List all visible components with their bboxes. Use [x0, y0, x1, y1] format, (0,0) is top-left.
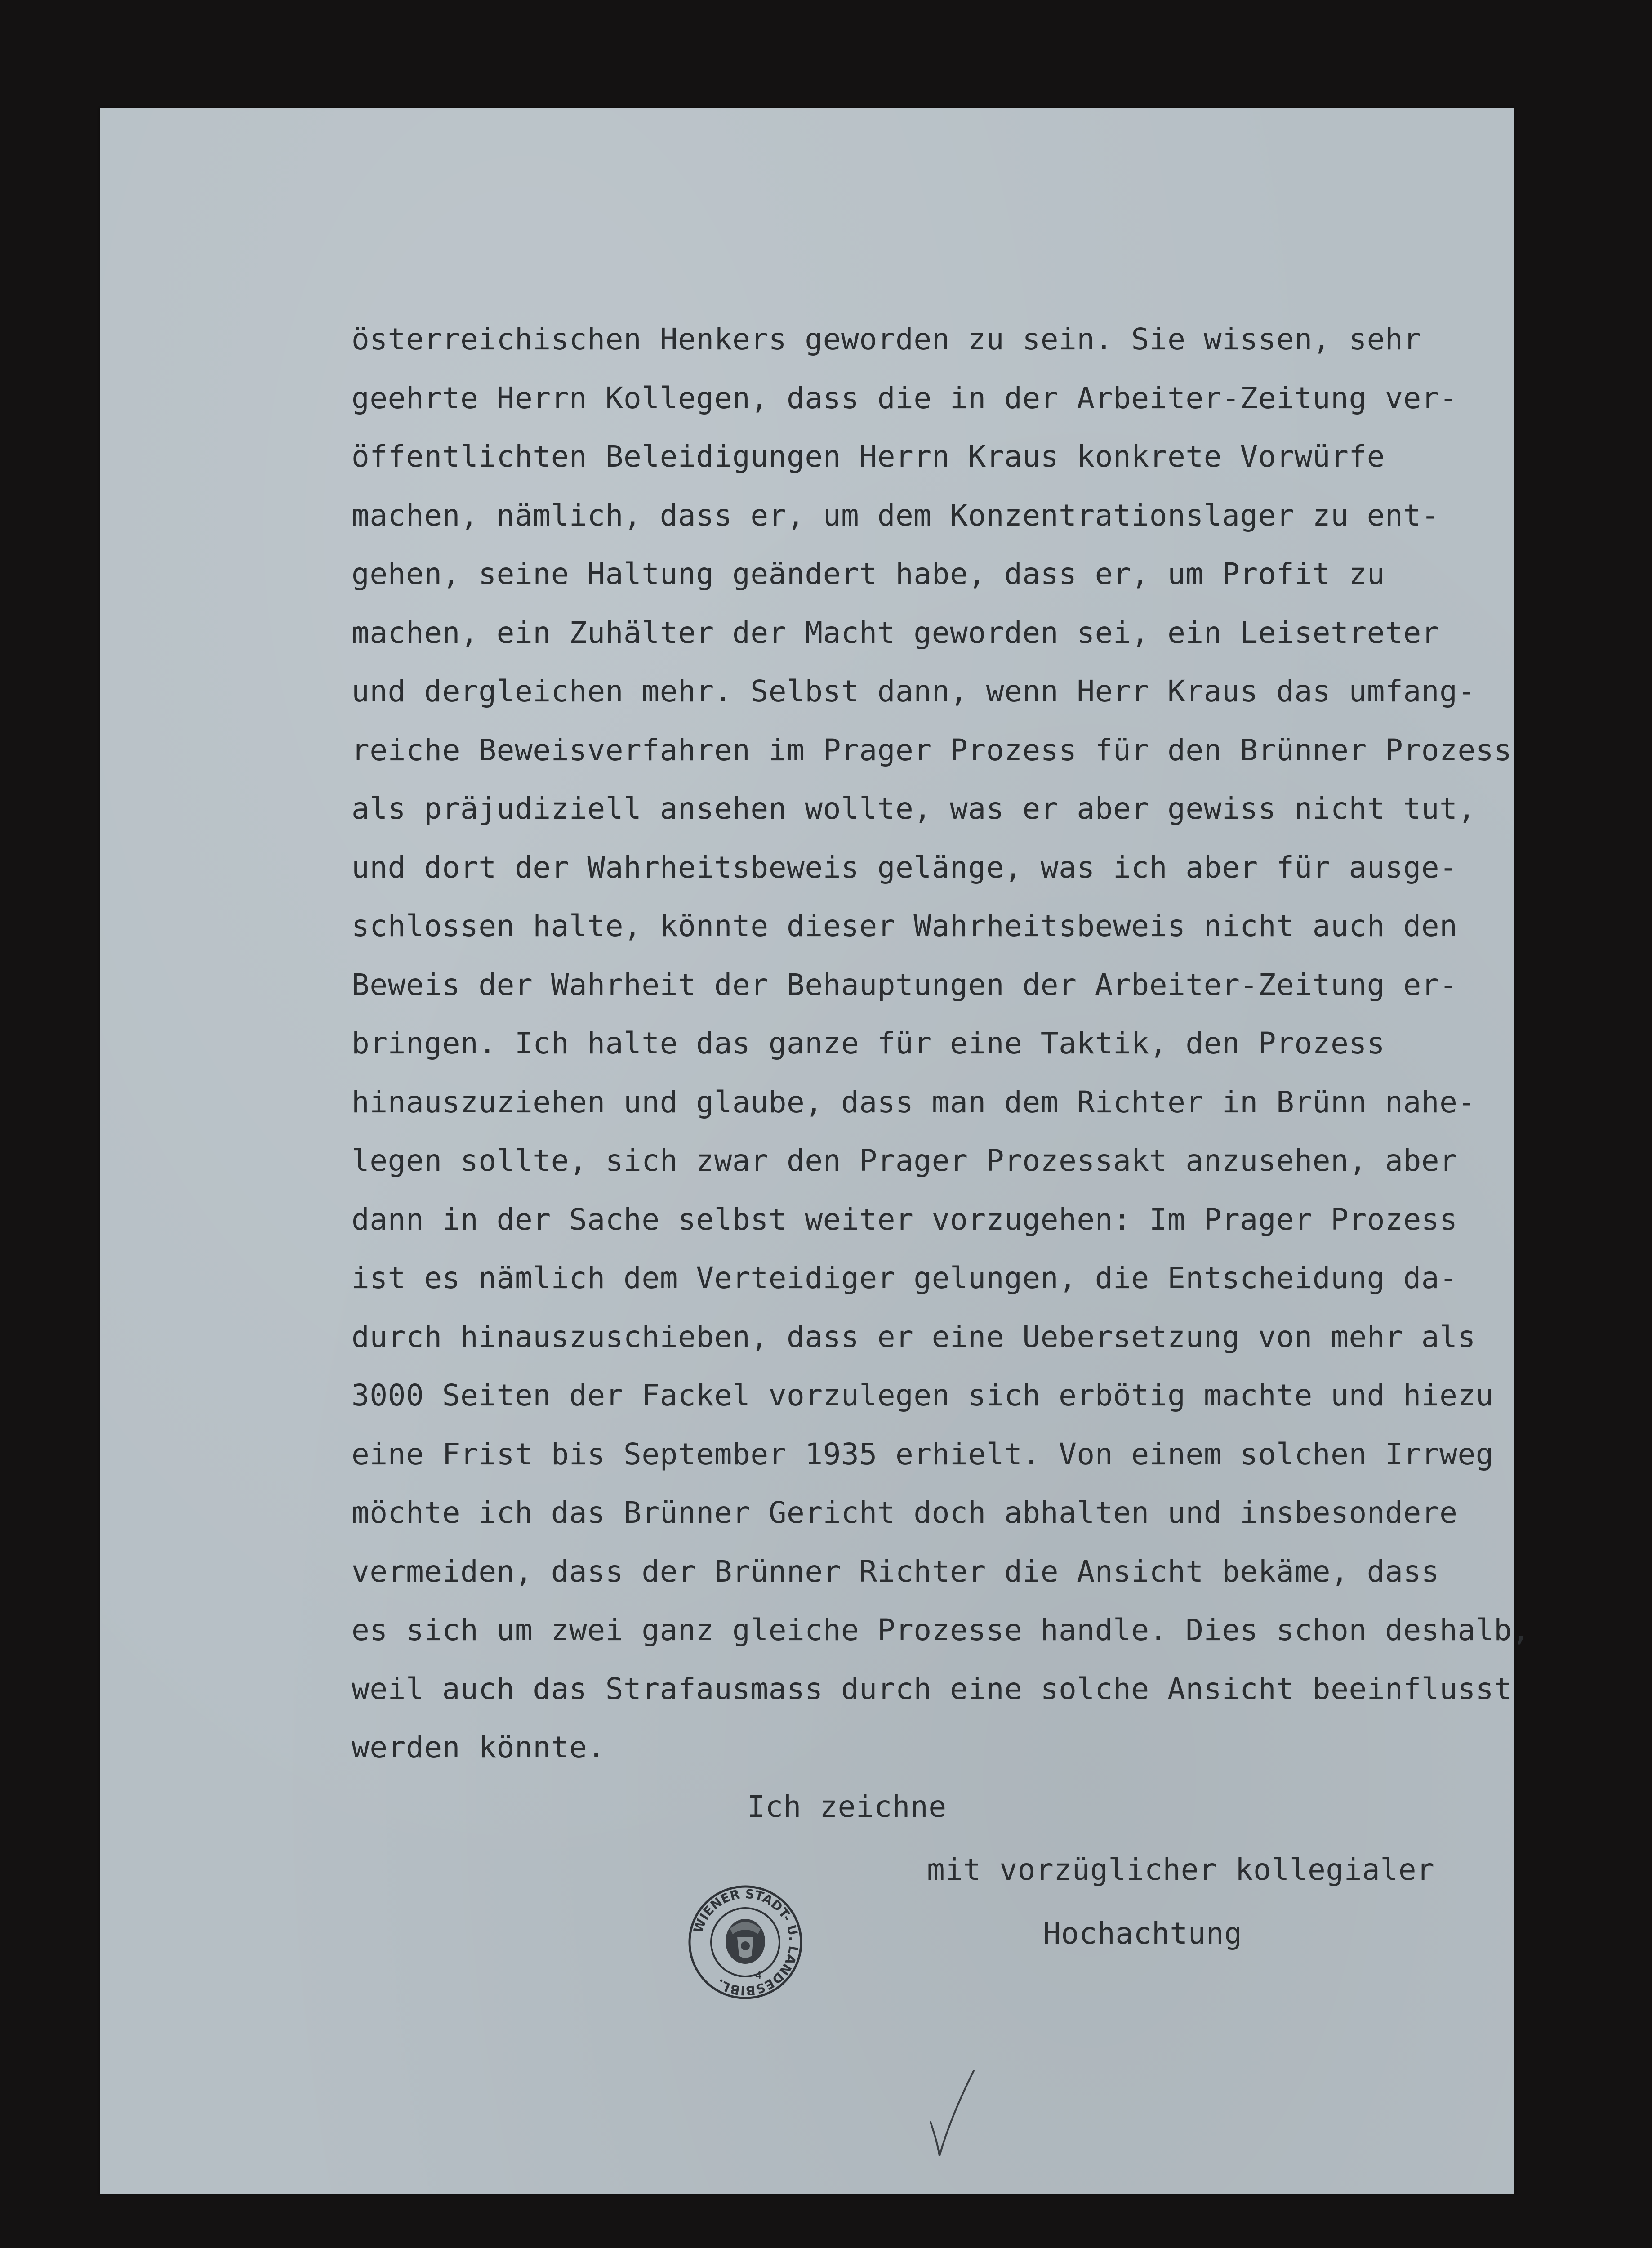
- body-line: 3000 Seiten der Fackel vorzulegen sich erbötig machte und hiezu: [352, 1378, 1494, 1413]
- body-line: legen sollte, sich zwar den Prager Prozessakt anzusehen, aber: [352, 1143, 1458, 1178]
- letter-body: [352, 310, 1530, 1777]
- body-line: Beweis der Wahrheit der Behauptungen der Arbeiter-Zeitung er-: [352, 967, 1458, 1002]
- stamp-number: 4: [755, 1969, 762, 1982]
- body-line: machen, nämlich, dass er, um dem Konzentrationslager zu ent-: [352, 498, 1440, 533]
- body-line: gehen, seine Haltung geändert habe, dass er, um Profit zu: [352, 557, 1385, 591]
- body-line: dann in der Sache selbst weiter vorzugehen: Im Prager Prozess: [352, 1202, 1458, 1237]
- body-line: als präjudiziell ansehen wollte, was er aber gewiss nicht tut,: [352, 791, 1476, 826]
- check-mark-icon: [927, 2068, 976, 2158]
- closing-line-1: Ich zeichne: [747, 1789, 947, 1824]
- closing-line-2: mit vorzüglicher kollegialer: [927, 1852, 1435, 1887]
- library-stamp-icon: [687, 1884, 804, 2001]
- body-line: weil auch das Strafausmass durch eine solche Ansicht beeinflusst: [352, 1671, 1512, 1706]
- body-line: durch hinauszuschieben, dass er eine Uebersetzung von mehr als: [352, 1319, 1476, 1354]
- body-line: hinauszuziehen und glaube, dass man dem Richter in Brünn nahe-: [352, 1084, 1476, 1120]
- body-line: österreichischen Henkers geworden zu sein. Sie wissen, sehr: [352, 322, 1421, 357]
- closing-line-3: Hochachtung: [1043, 1916, 1242, 1951]
- body-line: ist es nämlich dem Verteidiger gelungen, die Entscheidung da-: [352, 1261, 1458, 1295]
- body-line: werden könnte.: [352, 1730, 606, 1765]
- body-line: öffentlichten Beleidigungen Herrn Kraus konkrete Vorwürfe: [352, 439, 1385, 474]
- body-line: und dort der Wahrheitsbeweis gelänge, was ich aber für ausge-: [352, 850, 1458, 885]
- body-line: und dergleichen mehr. Selbst dann, wenn Herr Kraus das umfang-: [352, 674, 1476, 709]
- body-line: eine Frist bis September 1935 erhielt. Von einem solchen Irrweg: [352, 1436, 1494, 1472]
- body-line: bringen. Ich halte das ganze für eine Taktik, den Prozess: [352, 1026, 1385, 1061]
- body-line: vermeiden, dass der Brünner Richter die Ansicht bekäme, dass: [352, 1554, 1440, 1589]
- stamp-text: WIENER STADT- U. LANDESBIBL.: [690, 1886, 802, 1998]
- body-line: geehrte Herrn Kollegen, dass die in der Arbeiter-Zeitung ver-: [352, 380, 1458, 415]
- letter-sheet: [100, 108, 1530, 2194]
- body-line: schlossen halte, könnte dieser Wahrheitsbeweis nicht auch den: [352, 909, 1458, 943]
- body-line: es sich um zwei ganz gleiche Prozesse handle. Dies schon deshalb,: [352, 1613, 1530, 1647]
- body-line: machen, ein Zuhälter der Macht geworden sei, ein Leisetreter: [352, 615, 1440, 650]
- body-line: möchte ich das Brünner Gericht doch abhalten und insbesondere: [352, 1495, 1458, 1530]
- body-line: reiche Beweisverfahren im Prager Prozess für den Brünner Prozess: [352, 732, 1512, 767]
- coat-of-arms-icon: [726, 1919, 765, 1964]
